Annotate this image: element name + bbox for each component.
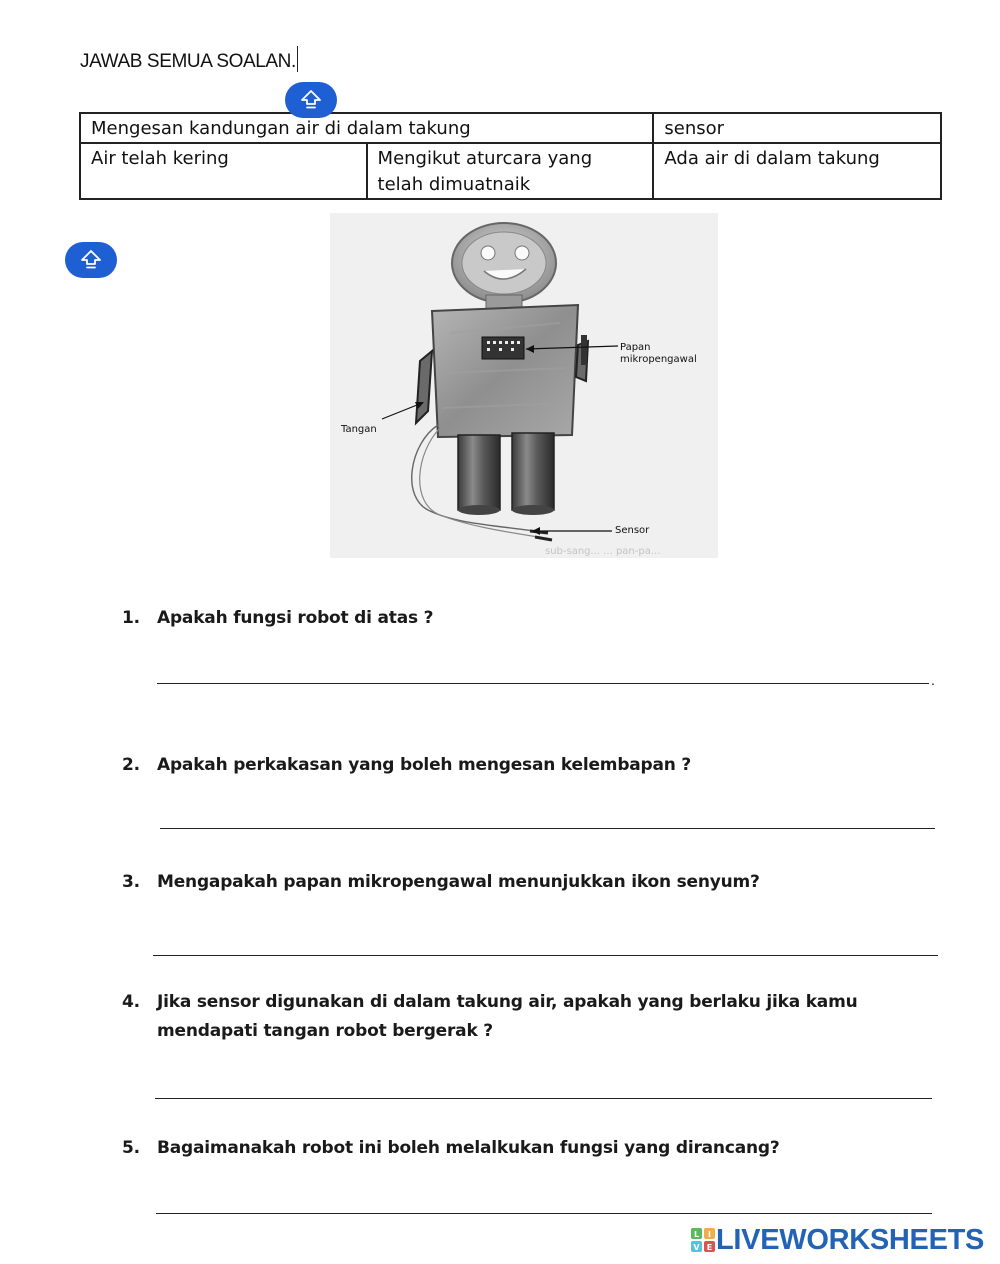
option-cell[interactable]: Ada air di dalam takung (653, 143, 941, 199)
table-row (80, 143, 941, 199)
question-4: 4. Jika sensor digunakan di dalam takung air, apakah yang berlaku jika kamu mendapati tangan robot bergerak ? (122, 992, 858, 1041)
label-sensor: Sensor (615, 525, 650, 536)
question-3: 3. Mengapakah papan mikropengawal menunjukkan ikon senyum? (122, 872, 760, 892)
option-cell[interactable]: sensor (653, 113, 941, 143)
instruction-label: JAWAB SEMUA SOALAN. (80, 51, 296, 72)
svg-text:I: I (708, 1230, 711, 1239)
label-hand: Tangan (341, 424, 377, 435)
arrow-up-icon (299, 89, 323, 111)
question-2: 2. Apakah perkakasan yang boleh mengesan kelembapan ? (122, 755, 692, 775)
caption-fragment: sub-sang... ... pan-pa... (545, 546, 661, 557)
question-5: 5. Bagaimanakah robot ini boleh melalkukan fungsi yang dirancang? (122, 1138, 780, 1158)
label-board-line1: Papan (620, 342, 651, 353)
answer-line-3[interactable] (153, 955, 938, 956)
question-1: 1. Apakah fungsi robot di atas ? (122, 608, 434, 628)
answer-line-4[interactable] (155, 1098, 932, 1099)
upload-button[interactable] (285, 82, 337, 118)
robot-figure (330, 213, 718, 558)
end-mark: . (931, 672, 935, 688)
instruction-text (80, 46, 298, 73)
svg-text:L: L (693, 1230, 700, 1239)
brand-name: LIVEWORKSHEETS (716, 1224, 985, 1256)
label-board-line2: mikropengawal (620, 354, 697, 365)
svg-text:E: E (706, 1243, 713, 1252)
table-row (80, 113, 941, 143)
brand-grid-icon (690, 1227, 716, 1253)
arrow-up-icon (79, 249, 103, 271)
upload-button[interactable] (65, 242, 117, 278)
option-cell[interactable]: Air telah kering (80, 143, 367, 199)
option-cell[interactable]: Mengikut aturcara yang telah dimuatnaik (367, 143, 654, 199)
liveworksheets-logo (690, 1224, 984, 1256)
option-cell[interactable]: Mengesan kandungan air di dalam takung (80, 113, 653, 143)
text-cursor (297, 46, 298, 72)
answer-options-table (79, 112, 942, 200)
answer-line-2[interactable] (160, 828, 935, 829)
answer-line-5[interactable] (156, 1213, 932, 1214)
robot-image (330, 213, 718, 558)
answer-line-1[interactable] (157, 683, 929, 684)
svg-text:V: V (693, 1243, 700, 1252)
